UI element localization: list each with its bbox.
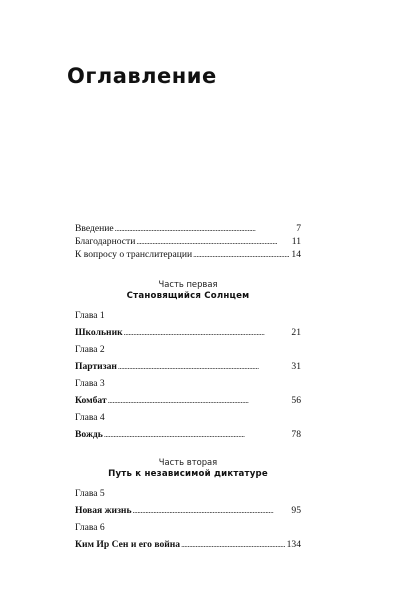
leader-dots — [133, 504, 290, 517]
toc-entry-page: 78 — [291, 429, 301, 440]
toc-entry-title: Ким Ир Сен и его война — [75, 539, 181, 550]
toc-entry-title: Благодарности — [75, 236, 136, 247]
toc-entry-transliteration[interactable] — [75, 248, 301, 261]
toc-entry-chapter-4[interactable] — [75, 428, 301, 441]
part-label: Часть вторая — [158, 457, 218, 467]
toc-entry-page: 21 — [291, 327, 301, 338]
toc-entry-introduction[interactable] — [75, 222, 301, 235]
toc-entry-title: Школьник — [75, 327, 123, 338]
leader-dots — [181, 538, 285, 551]
leader-dots — [104, 428, 290, 441]
chapter-label: Глава 2 — [75, 344, 105, 355]
chapter-label: Глава 1 — [75, 310, 105, 321]
toc-entry-chapter-2[interactable] — [75, 360, 301, 373]
part-title: Становящийся Солнцем — [126, 291, 250, 301]
toc-entry-page: 95 — [291, 505, 301, 516]
toc-entry-title: Новая жизнь — [75, 505, 132, 516]
leader-dots — [193, 248, 289, 261]
toc-entry-page: 11 — [291, 236, 301, 247]
table-of-contents — [75, 222, 301, 551]
toc-entry-page: 56 — [291, 395, 301, 406]
toc-entry-title: Вождь — [75, 429, 103, 440]
toc-entry-page: 14 — [291, 249, 301, 260]
page-title: Оглавление — [67, 64, 217, 88]
toc-entry-page: 31 — [291, 361, 301, 372]
chapter-label: Глава 3 — [75, 378, 105, 389]
chapter-label: Глава 4 — [75, 412, 105, 423]
leader-dots — [136, 235, 289, 248]
toc-entry-title: Партизан — [75, 361, 117, 372]
toc-entry-chapter-3[interactable] — [75, 394, 301, 407]
part-label: Часть первая — [158, 279, 218, 289]
leader-dots — [118, 360, 290, 373]
part-title: Путь к независимой диктатуре — [108, 469, 268, 479]
leader-dots — [108, 394, 290, 407]
toc-entry-title: Введение — [75, 223, 114, 234]
part-heading-2 — [75, 456, 301, 480]
toc-entry-title: Комбат — [75, 395, 107, 406]
toc-entry-chapter-1[interactable] — [75, 326, 301, 339]
toc-entry-page: 7 — [296, 223, 301, 234]
toc-entry-acknowledgements[interactable] — [75, 235, 301, 248]
leader-dots — [115, 222, 295, 235]
part-heading-1 — [75, 278, 301, 302]
toc-entry-title: К вопросу о транслитерации — [75, 249, 193, 260]
toc-entry-chapter-5[interactable] — [75, 504, 301, 517]
leader-dots — [124, 326, 290, 339]
chapter-label: Глава 5 — [75, 488, 105, 499]
toc-entry-chapter-6[interactable] — [75, 538, 301, 551]
toc-entry-page: 134 — [286, 539, 301, 550]
chapter-label: Глава 6 — [75, 522, 105, 533]
